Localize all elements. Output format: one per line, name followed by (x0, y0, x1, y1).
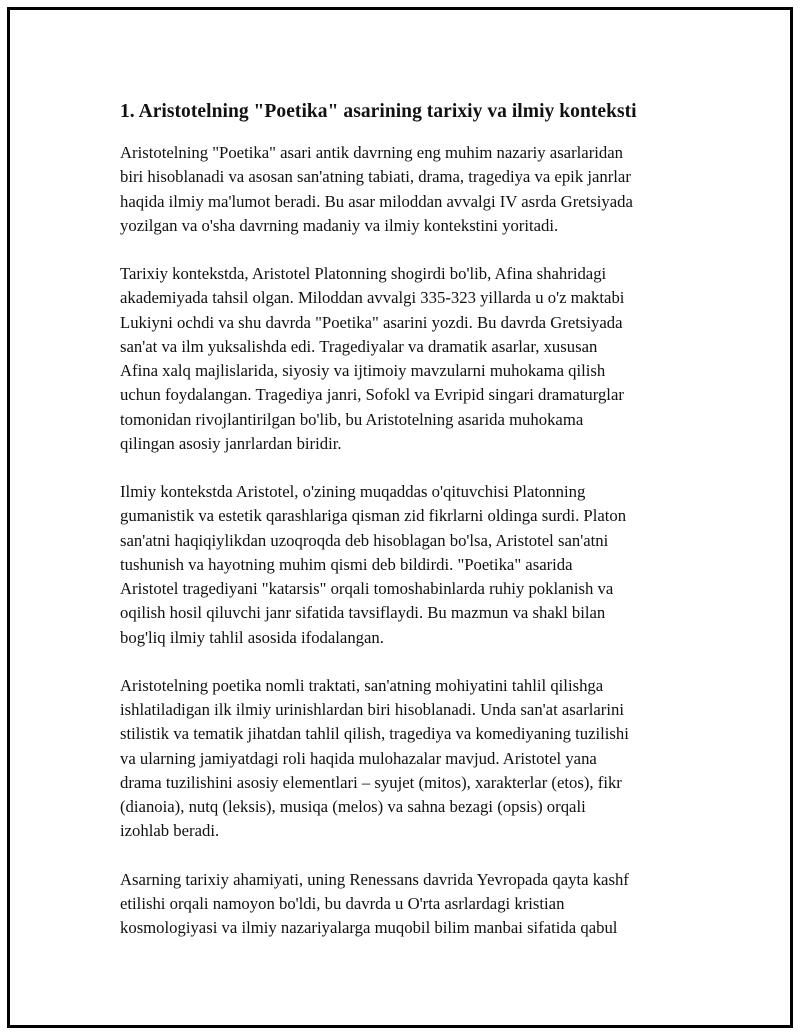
paragraph-3 (120, 480, 695, 650)
text-line: oqilish hosil qiluvchi janr sifatida tavsiflaydi. Bu mazmun va shakl bilan (120, 603, 606, 623)
text-line: tushunish va hayotning muhim qismi deb bildirdi. "Poetika" asarida (120, 554, 573, 574)
text-line: etilishi orqali namoyon bo'ldi, bu davrda u O'rta asrlardagi kristian (120, 893, 565, 913)
text-line: yozilgan va o'sha davrning madaniy va ilmiy kontekstini yoritadi. (120, 215, 559, 235)
text-line: drama tuzilishini asosiy elementlari – syujet (mitos), xarakterlar (etos), fikr (120, 772, 622, 792)
text-line: Ilmiy kontekstda Aristotel, o'zining muqaddas o'qituvchisi Platonning (120, 482, 586, 501)
paragraph-2 (120, 262, 695, 456)
text-line: Aristotelning "Poetika" asari antik davrning eng muhim nazariy asarlaridan (120, 143, 623, 162)
paragraph-5 (120, 868, 695, 941)
paragraph-4 (120, 674, 695, 844)
text-line: Afina xalq majlislarida, siyosiy va ijtimoiy mavzularni muhokama qilish (120, 361, 606, 380)
text-line: uchun foydalangan. Tragediya janri, Sofokl va Evripid singari dramaturglar (120, 385, 624, 405)
document-body (120, 99, 695, 964)
text-line: stilistik va tematik jihatdan tahlil qilish, tragediya va komediyaning tuzilishi (120, 724, 629, 744)
text-line: biri hisoblanadi va asosan san'atning tabiati, drama, tragediya va epik janrlar (120, 167, 631, 187)
text-line: gumanistik va estetik qarashlariga qisman zid fikrlarni oldinga surdi. Platon (120, 506, 627, 526)
text-line: akademiyada tahsil olgan. Miloddan avvalgi 335-323 yillarda u o'z maktabi (120, 288, 625, 308)
text-line: Aristotel tragediyani "katarsis" orqali tomoshabinlarda ruhiy poklanish va (120, 579, 614, 598)
text-line: kosmologiyasi va ilmiy nazariyalarga muqobil bilim manbai sifatida qabul (120, 918, 618, 937)
section-title: 1. Aristotelning "Poetika" asarining tarixiy va ilmiy konteksti (120, 101, 637, 122)
text-line: bog'liq ilmiy tahlil asosida ifodalangan. (120, 627, 384, 647)
text-line: Lukiyni ochdi va shu davrda "Poetika" asarini yozdi. Bu davrda Gretsiyada (120, 312, 623, 332)
text-line: (dianoia), nutq (leksis), musiqa (melos) va sahna bezagi (opsis) orqali (120, 797, 586, 816)
text-line: qilingan asosiy janrlardan biridir. (120, 433, 342, 453)
text-line: Aristotelning poetika nomli traktati, san'atning mohiyatini tahlil qilishga (120, 675, 604, 695)
text-line: Tarixiy kontekstda, Aristotel Platonning shogirdi bo'lib, Afina shahridagi (120, 264, 607, 283)
paragraph-1 (120, 141, 695, 238)
text-line: Asarning tarixiy ahamiyati, uning Renessans davrida Yevropada qayta kashf (120, 869, 629, 889)
text-line: tomonidan rivojlantirilgan bo'lib, bu Aristotelning asarida muhokama (120, 409, 584, 429)
text-line: va ularning jamiyatdagi roli haqida mulohazalar mavjud. Aristotel yana (120, 748, 597, 768)
text-line: haqida ilmiy ma'lumot beradi. Bu asar miloddan avvalgi IV asrda Gretsiyada (120, 191, 633, 211)
text-line: san'atni haqiqiylikdan uzoqroqda deb hisoblagan bo'lsa, Aristotel san'atni (120, 530, 609, 550)
text-line: ishlatiladigan ilk ilmiy urinishlardan biri hisoblanadi. Unda san'at asarlarini (120, 700, 624, 719)
text-line: izohlab beradi. (120, 821, 220, 841)
document-page (7, 7, 793, 1028)
text-line: san'at va ilm yuksalishda edi. Tragediyalar va dramatik asarlar, xususan (120, 336, 598, 356)
